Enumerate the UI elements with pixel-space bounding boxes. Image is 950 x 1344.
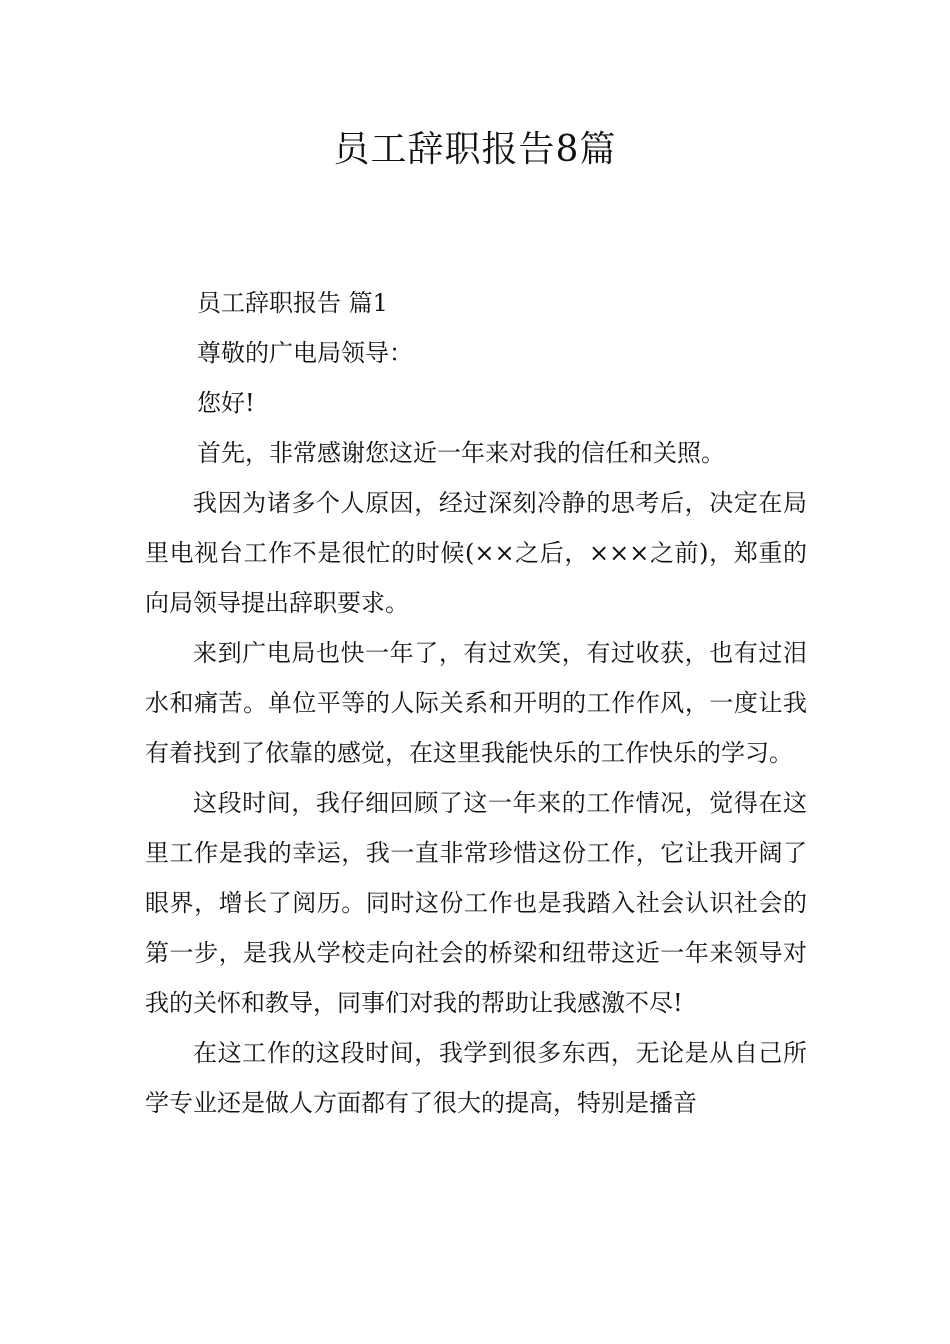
section-heading: 员工辞职报告 篇1 (197, 289, 388, 317)
paragraph: 我因为诸多个人原因，经过深刻冷静的思考后，决定在局里电视台工作不是很忙的时候(××之后，×××之前)，郑重的向局领导提出辞职要求。 (145, 489, 807, 617)
paragraph: 来到广电局也快一年了，有过欢笑，有过收获，也有过泪水和痛苦。单位平等的人际关系和开明的工作作风，一度让我有着找到了依靠的感觉，在这里我能快乐的工作快乐的学习。 (145, 639, 807, 767)
document-title: 员工辞职报告8篇 (333, 129, 617, 170)
salutation: 尊敬的广电局领导： (197, 339, 413, 367)
greeting: 您好! (197, 389, 255, 417)
paragraph: 这段时间，我仔细回顾了这一年来的工作情况，觉得在这里工作是我的幸运，我一直非常珍惜这份工作，它让我开阔了眼界，增长了阅历。同时这份工作也是我踏入社会认识社会的第一步，是我从学校走向社会的桥梁和纽带这近一年来领导对我的关怀和教导，同事们对我的帮助让我感激不尽! (145, 789, 807, 1017)
document-body (145, 278, 807, 1128)
paragraph: 在这工作的这段时间，我学到很多东西，无论是从自己所学专业还是做人方面都有了很大的提高，特别是播音 (145, 1039, 807, 1117)
paragraph: 首先，非常感谢您这近一年来对我的信任和关照。 (197, 439, 725, 467)
